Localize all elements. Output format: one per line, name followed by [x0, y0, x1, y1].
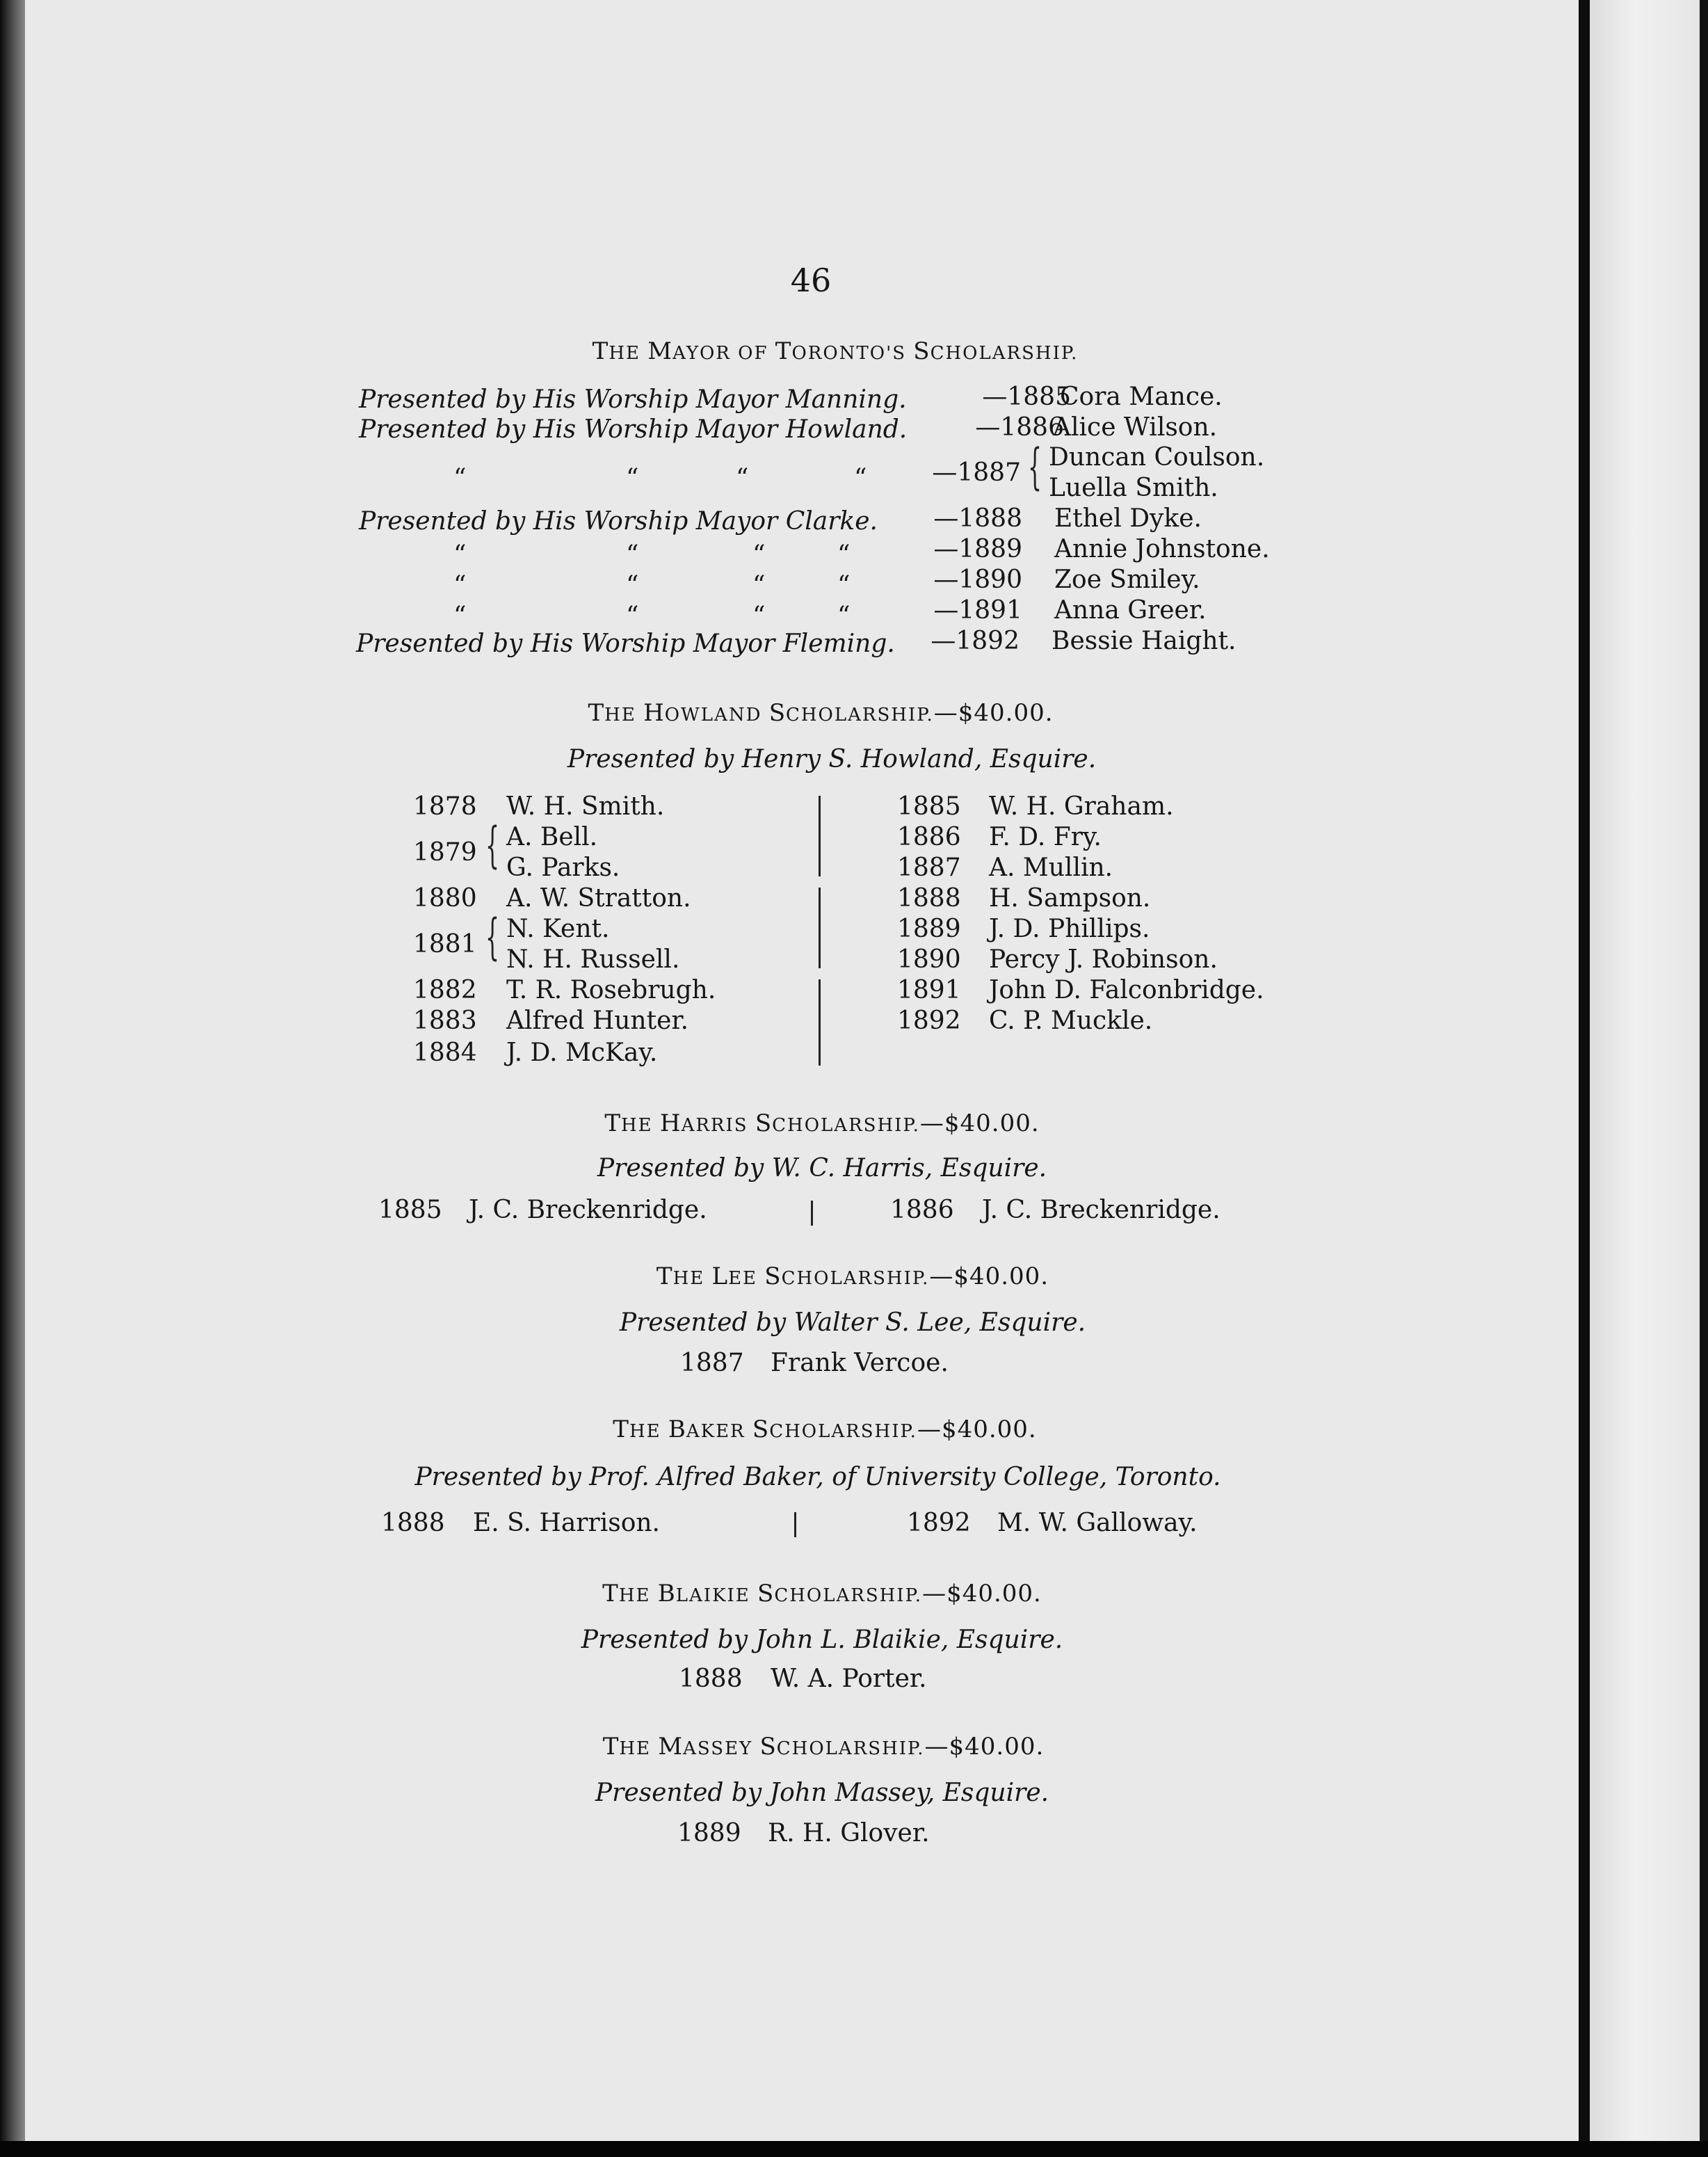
mayor-presenter: Presented by His Worship Mayor Howland.: [359, 415, 908, 444]
ditto-mark: “: [736, 464, 749, 492]
howland-recipient: F. D. Fry.: [989, 823, 1102, 851]
column-divider: [819, 796, 821, 876]
mayor-recipient: Alice Wilson.: [1053, 413, 1218, 442]
mayor-recipient: Ethel Dyke.: [1054, 504, 1202, 533]
facing-page-edge: [1590, 0, 1700, 2141]
column-divider: [819, 979, 821, 1066]
howland-year: 1889: [897, 915, 961, 943]
mayor-recipient: Anna Greer.: [1054, 596, 1207, 625]
blaikie-heading: THE BLAIKIE SCHOLARSHIP.—$40.00.: [602, 1580, 1042, 1607]
harris-year: 1885: [378, 1196, 442, 1224]
howland-year: 1880: [413, 884, 477, 913]
howland-recipient: J. D. McKay.: [506, 1039, 658, 1067]
ditto-mark: “: [752, 602, 766, 630]
mayor-presenter: Presented by His Worship Mayor Clarke.: [359, 507, 878, 536]
scan-border-left: [0, 0, 25, 2157]
baker-year: 1892: [907, 1509, 971, 1537]
ditto-mark: “: [626, 540, 639, 569]
howland-year: 1885: [897, 792, 961, 821]
howland-recipient: N. H. Russell.: [506, 945, 680, 974]
mayor-year: —1892: [930, 627, 1020, 655]
harris-year: 1886: [890, 1196, 954, 1224]
column-divider: [811, 1201, 813, 1226]
blaikie-year: 1888: [679, 1665, 743, 1693]
baker-recipient: E. S. Harrison.: [473, 1509, 660, 1537]
mayor-year: —1889: [933, 535, 1022, 563]
massey-heading: THE MASSEY SCHOLARSHIP.—$40.00.: [602, 1733, 1045, 1761]
massey-year: 1889: [677, 1819, 741, 1847]
howland-recipient: H. Sampson.: [989, 884, 1151, 913]
mayor-recipient: Bessie Haight.: [1052, 627, 1236, 655]
howland-year: 1888: [897, 884, 961, 913]
brace-glyph: {: [1028, 438, 1042, 495]
howland-year: 1884: [413, 1039, 477, 1067]
howland-presenter: Presented by Henry S. Howland, Esquire.: [567, 745, 1097, 773]
howland-year: 1890: [897, 945, 961, 974]
harris-presenter: Presented by W. C. Harris, Esquire.: [597, 1154, 1047, 1182]
page-number: 46: [790, 262, 832, 299]
howland-recipient: Percy J. Robinson.: [989, 945, 1218, 974]
mayor-year: —1888: [933, 504, 1022, 533]
howland-year: 1886: [897, 823, 961, 851]
howland-year: 1879: [413, 838, 477, 867]
harris-recipient: J. C. Breckenridge.: [469, 1196, 707, 1224]
howland-year: 1881: [413, 930, 477, 959]
howland-recipient: C. P. Muckle.: [989, 1007, 1153, 1035]
ditto-mark: “: [626, 464, 639, 492]
brace-glyph: {: [485, 817, 500, 874]
lee-presenter: Presented by Walter S. Lee, Esquire.: [619, 1308, 1086, 1337]
mayor-recipient: Duncan Coulson.: [1049, 443, 1265, 472]
ditto-mark: “: [453, 602, 467, 630]
ditto-mark: “: [626, 602, 639, 630]
baker-heading: THE BAKER SCHOLARSHIP.—$40.00.: [613, 1416, 1037, 1443]
baker-recipient: M. W. Galloway.: [997, 1509, 1198, 1537]
mayor-recipient: Luella Smith.: [1049, 474, 1218, 502]
column-divider: [794, 1512, 796, 1537]
howland-recipient: J. D. Phillips.: [989, 915, 1150, 943]
howland-year: 1891: [897, 976, 961, 1004]
mayor-presenter: Presented by His Worship Mayor Fleming.: [356, 630, 895, 658]
howland-recipient: W. H. Graham.: [989, 792, 1174, 821]
mayor-year: —1886: [975, 413, 1064, 442]
brace-glyph: {: [485, 908, 500, 965]
howland-recipient: A. Bell.: [506, 823, 598, 851]
ditto-mark: “: [752, 571, 766, 600]
blaikie-recipient: W. A. Porter.: [771, 1665, 927, 1693]
baker-presenter: Presented by Prof. Alfred Baker, of University College, Toronto.: [414, 1463, 1221, 1491]
blaikie-presenter: Presented by John L. Blaikie, Esquire.: [581, 1626, 1063, 1654]
mayor-recipient: Zoe Smiley.: [1054, 566, 1200, 594]
column-divider: [819, 888, 821, 968]
howland-recipient: A. W. Stratton.: [506, 884, 691, 913]
lee-heading: THE LEE SCHOLARSHIP.—$40.00.: [656, 1262, 1049, 1290]
mayor-year: —1890: [933, 566, 1022, 594]
mayor-recipient: Cora Mance.: [1060, 383, 1223, 411]
ditto-mark: “: [837, 602, 851, 630]
mayor-year: —1887: [932, 458, 1021, 487]
harris-recipient: J. C. Breckenridge.: [982, 1196, 1220, 1224]
ditto-mark: “: [453, 571, 467, 600]
baker-year: 1888: [381, 1509, 445, 1537]
ditto-mark: “: [837, 571, 851, 600]
howland-year: 1882: [413, 976, 477, 1004]
ditto-mark: “: [837, 540, 851, 569]
mayor-recipient: Annie Johnstone.: [1054, 535, 1270, 563]
mayor-year: —1891: [933, 596, 1022, 625]
lee-recipient: Frank Vercoe.: [771, 1349, 949, 1377]
ditto-mark: “: [752, 540, 766, 569]
howland-heading: THE HOWLAND SCHOLARSHIP.—$40.00.: [588, 699, 1054, 727]
scan-border-bottom: [0, 2141, 1708, 2157]
howland-year: 1892: [897, 1007, 961, 1035]
massey-recipient: R. H. Glover.: [768, 1819, 930, 1847]
howland-recipient: G. Parks.: [506, 853, 620, 882]
scan-border-right: [1700, 0, 1708, 2157]
howland-year: 1878: [413, 792, 477, 821]
ditto-mark: “: [854, 464, 867, 492]
howland-year: 1887: [897, 853, 961, 882]
mayor-presenter: Presented by His Worship Mayor Manning.: [359, 385, 907, 414]
ditto-mark: “: [453, 464, 467, 492]
harris-heading: THE HARRIS SCHOLARSHIP.—$40.00.: [604, 1109, 1040, 1137]
howland-recipient: N. Kent.: [506, 915, 610, 943]
mayor-year: —1885: [982, 383, 1071, 411]
howland-recipient: T. R. Rosebrugh.: [506, 976, 716, 1004]
howland-recipient: A. Mullin.: [989, 853, 1113, 882]
lee-year: 1887: [680, 1349, 744, 1377]
book-spine: [1579, 0, 1590, 2141]
mayor-heading: THE MAYOR OF TORONTO'S SCHOLARSHIP.: [592, 337, 1079, 365]
ditto-mark: “: [453, 540, 467, 569]
howland-recipient: Alfred Hunter.: [506, 1007, 689, 1035]
howland-year: 1883: [413, 1007, 477, 1035]
howland-recipient: W. H. Smith.: [506, 792, 665, 821]
massey-presenter: Presented by John Massey, Esquire.: [595, 1779, 1049, 1807]
howland-recipient: John D. Falconbridge.: [989, 976, 1264, 1004]
ditto-mark: “: [626, 571, 639, 600]
